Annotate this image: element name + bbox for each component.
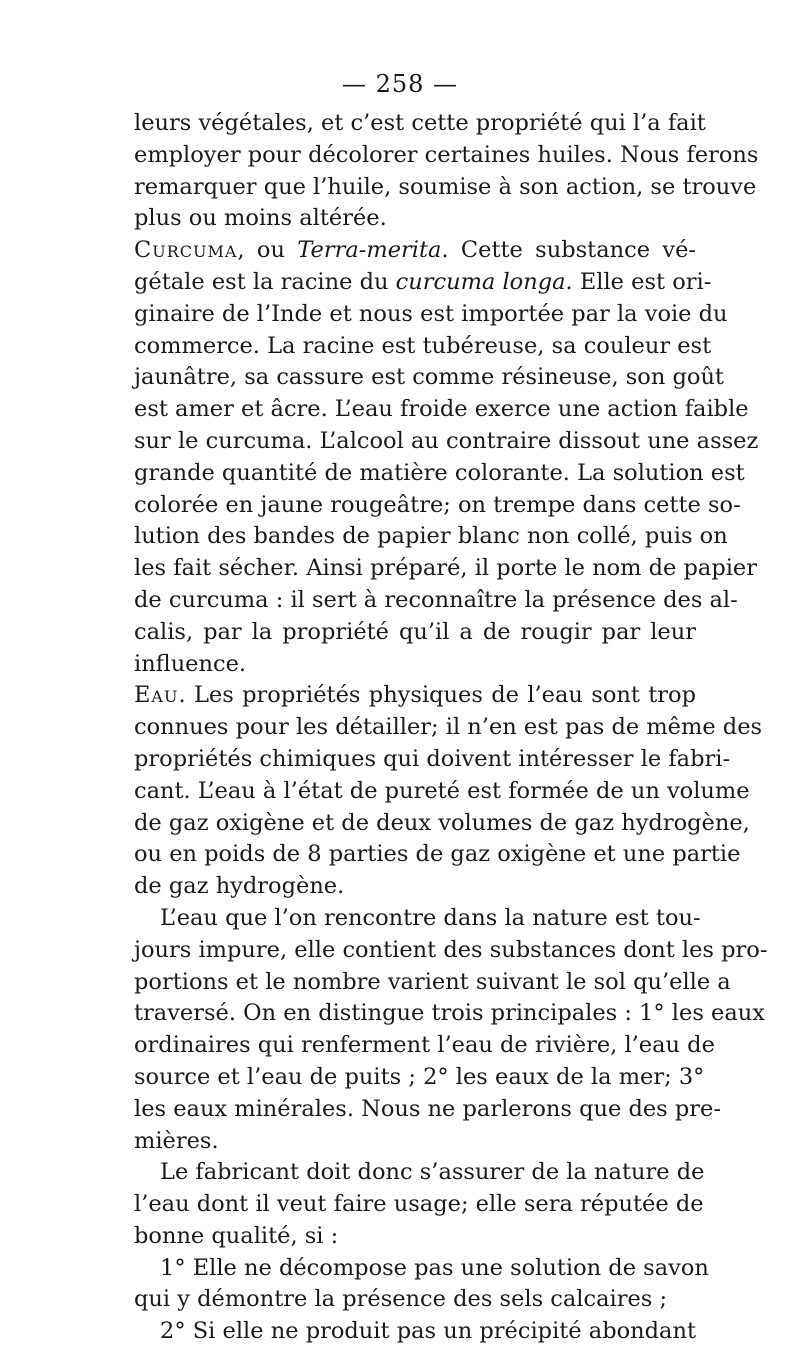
text-line: les eaux minérales. Nous ne parlerons que des pre- bbox=[134, 1095, 721, 1122]
text-line: calis, par la propriété qu’il a de rougir par leur bbox=[134, 618, 696, 645]
text-line: jaunâtre, sa cassure est comme résineuse, son goût bbox=[134, 364, 724, 391]
entry-heading-curcuma: Curcuma bbox=[134, 237, 238, 264]
text-line: de gaz hydrogène. bbox=[134, 873, 345, 900]
text-line: Le fabricant doit donc s’assurer de la nature de bbox=[160, 1159, 705, 1186]
text-line-eau bbox=[134, 680, 696, 712]
body-text bbox=[134, 108, 768, 1348]
text-line: bonne qualité, si : bbox=[134, 1222, 339, 1249]
text-line: 1° Elle ne décompose pas une solution de savon bbox=[160, 1254, 709, 1281]
text-line: traversé. On en distingue trois principales : 1° les eaux bbox=[134, 1000, 765, 1027]
text-line: sur le curcuma. L’alcool au contraire dissout une assez bbox=[134, 427, 759, 454]
text-span: . Elle est ori- bbox=[565, 268, 712, 295]
text-line: ginaire de l’Inde et nous est importée par la voie du bbox=[134, 300, 728, 327]
text-line: L’eau que l’on rencontre dans la nature est tou- bbox=[160, 904, 701, 931]
text-line bbox=[134, 267, 712, 299]
text-span: . Cette substance vé- bbox=[441, 237, 696, 264]
italic-term: Terra-merita bbox=[297, 237, 442, 264]
text-line: propriétés chimiques qui doivent intéresser le fabri- bbox=[134, 745, 731, 772]
text-line: plus ou moins altérée. bbox=[134, 205, 387, 232]
text-line: 2° Si elle ne produit pas un précipité abondant bbox=[160, 1318, 696, 1345]
text-span: . Les propriétés physiques de l’eau sont trop bbox=[178, 682, 696, 709]
text-line: mières. bbox=[134, 1127, 219, 1154]
text-line-curcuma bbox=[134, 235, 696, 267]
text-line: l’eau dont il veut faire usage; elle sera réputée de bbox=[134, 1191, 704, 1218]
text-line: est amer et âcre. L’eau froide exerce une action faible bbox=[134, 396, 749, 423]
text-line: employer pour décolorer certaines huiles. Nous ferons bbox=[134, 141, 759, 168]
text-line: de curcuma : il sert à reconnaître la présence des al- bbox=[134, 586, 738, 613]
text-line: portions et le nombre varient suivant le sol qu’elle a bbox=[134, 968, 731, 995]
text-line: connues pour les détailler; il n’en est pas de même des bbox=[134, 714, 763, 741]
text-line: les fait sécher. Ainsi préparé, il porte le nom de papier bbox=[134, 555, 758, 582]
text-line: de gaz oxigène et de deux volumes de gaz hydrogène, bbox=[134, 809, 750, 836]
text-span: , ou bbox=[237, 237, 298, 264]
text-line: lution des bandes de papier blanc non collé, puis on bbox=[134, 523, 728, 550]
text-line: source et l’eau de puits ; 2° les eaux de la mer; 3° bbox=[134, 1063, 705, 1090]
text-line: leurs végétales, et c’est cette propriété qui l’a fait bbox=[134, 110, 706, 136]
text-line: jours impure, elle contient des substances dont les pro- bbox=[134, 936, 768, 963]
entry-heading-eau: Eau bbox=[134, 682, 179, 709]
text-line: cant. L’eau à l’état de pureté est formée de un volume bbox=[134, 777, 750, 804]
text-line: commerce. La racine est tubéreuse, sa couleur est bbox=[134, 332, 712, 359]
text-line: qui y démontre la présence des sels calcaires ; bbox=[134, 1286, 668, 1313]
text-line: ordinaires qui renferment l’eau de rivière, l’eau de bbox=[134, 1032, 715, 1059]
text-line: colorée en jaune rougeâtre; on trempe dans cette so- bbox=[134, 491, 741, 518]
text-line: ou en poids de 8 parties de gaz oxigène et une partie bbox=[134, 841, 741, 868]
text-line: remarquer que l’huile, soumise à son action, se trouve bbox=[134, 173, 757, 200]
page-number: — 258 — bbox=[341, 70, 459, 98]
italic-term: curcuma longa bbox=[395, 268, 566, 295]
text-span: gétale est la racine du bbox=[134, 268, 396, 295]
text-line: influence. bbox=[134, 650, 247, 677]
text-line: grande quantité de matière colorante. La solution est bbox=[134, 459, 745, 486]
